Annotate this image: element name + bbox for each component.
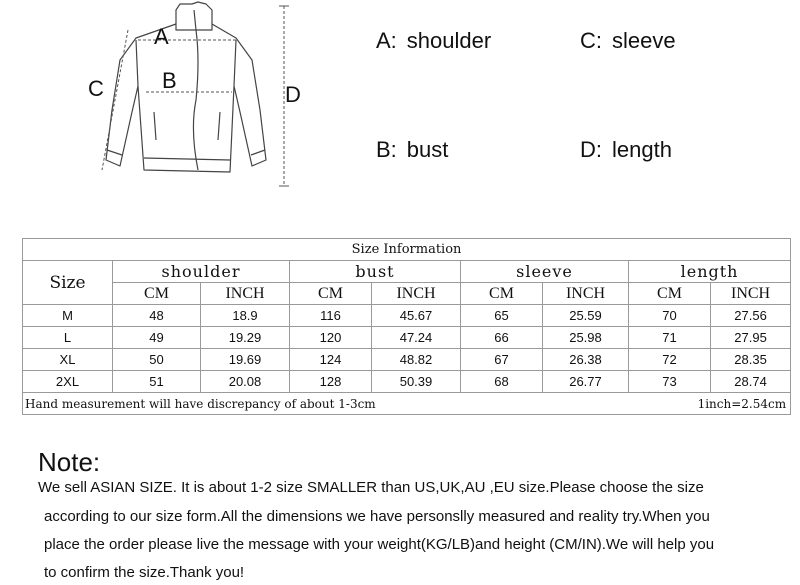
diagram-label-b: B [162,68,177,93]
value-cell: 51 [113,371,201,393]
size-column-header: Size [23,261,113,305]
value-cell: 19.29 [201,327,290,349]
jacket-measurement-diagram [80,0,310,195]
note-line: according to our size form.All the dimensions we have personslly measured and reality try.When you [44,508,710,525]
note-title: Note: [38,447,101,477]
table-row [23,305,791,327]
value-cell: 73 [629,371,711,393]
value-cell: 27.95 [711,327,791,349]
size-cell: 2XL [23,371,113,393]
value-cell: 120 [290,327,372,349]
table-title: Size Information [23,239,791,261]
size-cell: XL [23,349,113,371]
legend-text: bust [406,137,449,162]
value-cell: 27.56 [711,305,791,327]
table-row [23,349,791,371]
value-cell: 28.35 [711,349,791,371]
group-header-bust: bust [290,261,461,283]
table-footer [23,393,791,415]
value-cell: 45.67 [372,305,461,327]
unit-header-inch: INCH [372,283,461,305]
value-cell: 71 [629,327,711,349]
size-cell: L [23,327,113,349]
note-line: to confirm the size.Thank you! [44,564,245,581]
value-cell: 48 [113,305,201,327]
note-line: place the order please live the message with your weight(KG/LB)and height (CM/IN).We will help you [44,536,715,553]
value-cell: 25.98 [543,327,629,349]
legend-text: length [612,137,672,162]
table-row [23,371,791,393]
value-cell: 28.74 [711,371,791,393]
size-table [22,238,791,415]
value-cell: 20.08 [201,371,290,393]
table-row [23,327,791,349]
value-cell: 26.77 [543,371,629,393]
jacket-outline-icon [80,0,310,195]
value-cell: 65 [461,305,543,327]
value-cell: 50 [113,349,201,371]
legend-key: D: [580,137,602,162]
value-cell: 49 [113,327,201,349]
legend-key: B: [376,137,397,162]
legend-length [580,137,672,163]
legend-key: A: [376,28,397,53]
value-cell: 124 [290,349,372,371]
group-header-sleeve: sleeve [461,261,629,283]
diagram-label-a: A [154,24,169,49]
legend-text: sleeve [612,28,676,53]
value-cell: 67 [461,349,543,371]
value-cell: 19.69 [201,349,290,371]
value-cell: 18.9 [201,305,290,327]
group-header-length: length [629,261,791,283]
value-cell: 72 [629,349,711,371]
diagram-label-c: C [88,76,104,101]
unit-header-inch: INCH [201,283,290,305]
legend-shoulder [376,28,491,54]
value-cell: 116 [290,305,372,327]
size-cell: M [23,305,113,327]
value-cell: 68 [461,371,543,393]
inch-conversion: 1inch=2.54cm [697,396,787,411]
note-line: We sell ASIAN SIZE. It is about 1-2 size SMALLER than US,UK,AU ,EU size.Please choose the size [38,479,704,496]
legend-text: shoulder [406,28,492,53]
value-cell: 70 [629,305,711,327]
value-cell: 66 [461,327,543,349]
unit-header-cm: CM [113,283,201,305]
diagram-label-d: D [285,82,301,107]
value-cell: 50.39 [372,371,461,393]
unit-header-cm: CM [629,283,711,305]
value-cell: 25.59 [543,305,629,327]
value-cell: 128 [290,371,372,393]
unit-header-cm: CM [461,283,543,305]
legend-bust [376,137,448,163]
unit-header-cm: CM [290,283,372,305]
unit-header-inch: INCH [711,283,791,305]
value-cell: 47.24 [372,327,461,349]
unit-header-inch: INCH [543,283,629,305]
legend-key: C: [580,28,602,53]
legend-sleeve [580,28,676,54]
value-cell: 26.38 [543,349,629,371]
value-cell: 48.82 [372,349,461,371]
group-header-shoulder: shoulder [113,261,290,283]
measurement-disclaimer: Hand measurement will have discrepancy of about 1-3cm [25,396,376,411]
